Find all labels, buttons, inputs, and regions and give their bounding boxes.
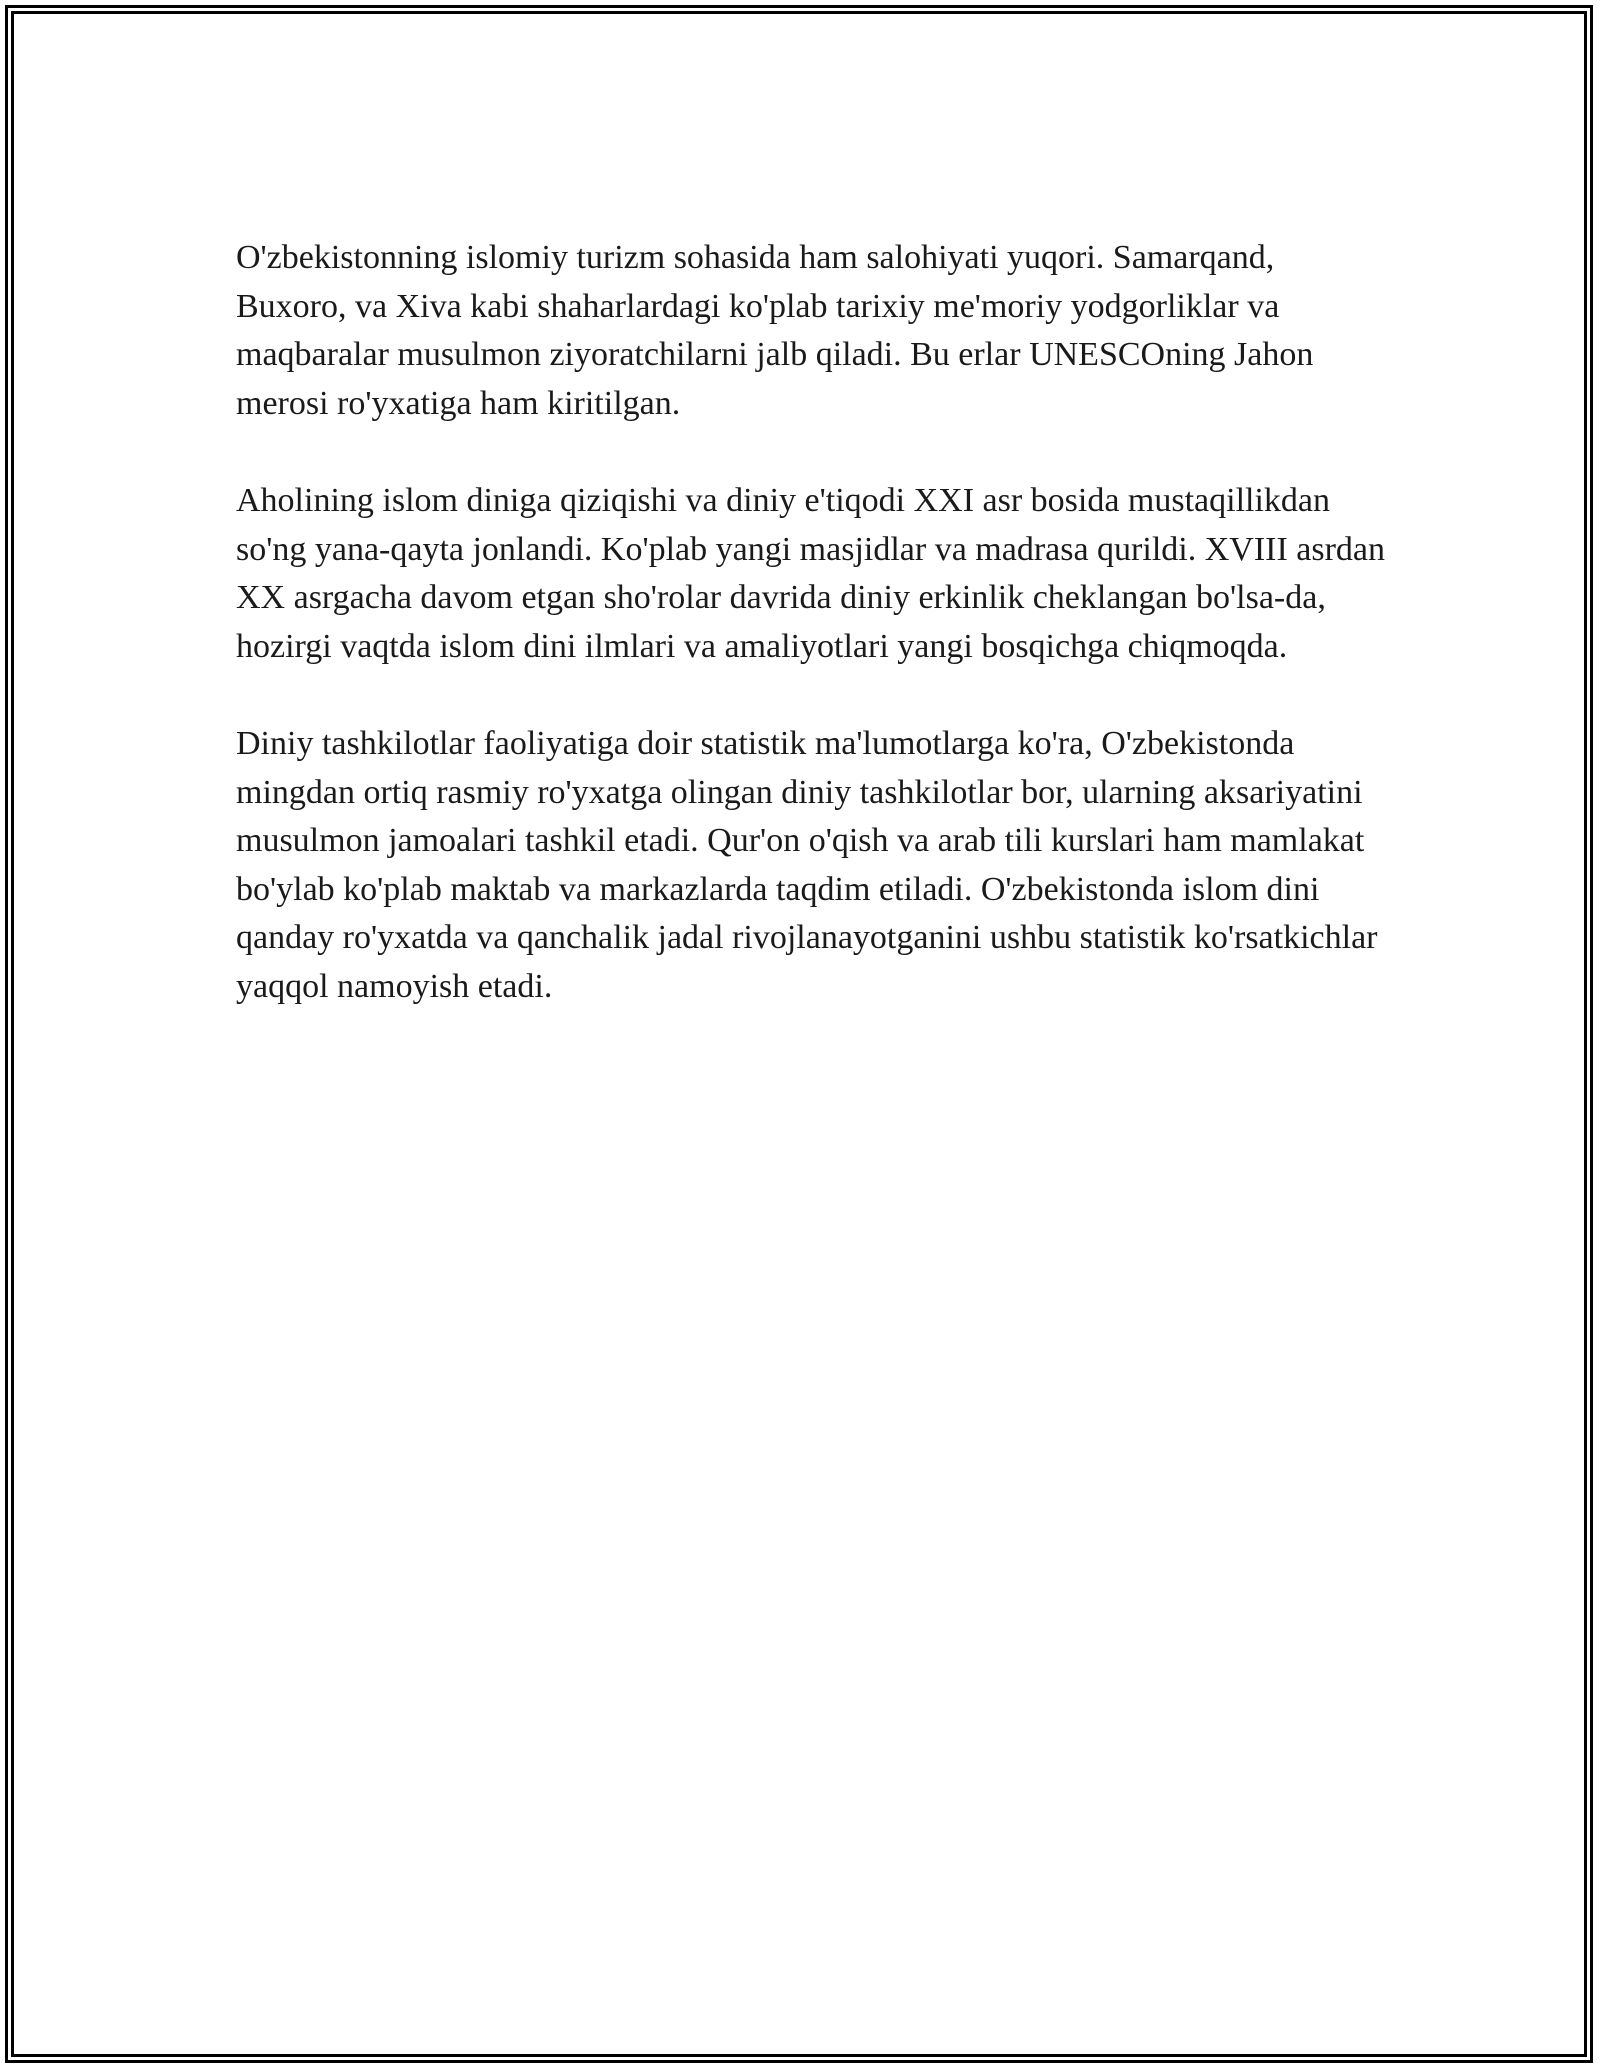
paragraph-2: Aholining islom diniga qiziqishi va diniy e'tiqodi XXI asr bosida mustaqillikdan so'ng yana-qayta jonlandi. Ko'plab yangi masjidlar va madrasa qurildi. XVIII asrdan XX asrgacha davom etgan sho'rolar davrida diniy erkinlik cheklangan bo'lsa-da, hozirgi vaqtda islom dini ilmlari va amaliyotlari yangi bosqichga chiqmoqda. <box>236 482 1386 665</box>
document-body <box>236 234 1386 1060</box>
paragraph-1: O'zbekistonning islomiy turizm sohasida ham salohiyati yuqori. Samarqand, Buxoro, va Xiva kabi shaharlardagi ko'plab tarixiy me'moriy yodgorliklar va maqbaralar musulmon ziyoratchilarni jalb qiladi. Bu erlar UNESCOning Jahon merosi ro'yxatiga ham kiritilgan. <box>236 239 1314 422</box>
paragraph-3: Diniy tashkilotlar faoliyatiga doir statistik ma'lumotlarga ko'ra, O'zbekistonda mingdan ortiq rasmiy ro'yxatga olingan diniy tashkilotlar bor, ularning aksariyatini musulmon jamoalari tashkil etadi. Qur'on o'qish va arab tili kurslari ham mamlakat bo'ylab ko'plab maktab va markazlarda taqdim etiladi. O'zbekistonda islom dini qanday ro'yxatda va qanchalik jadal rivojlanayotganini ushbu statistik ko'rsatkichlar yaqqol namoyish etadi. <box>236 725 1378 1005</box>
